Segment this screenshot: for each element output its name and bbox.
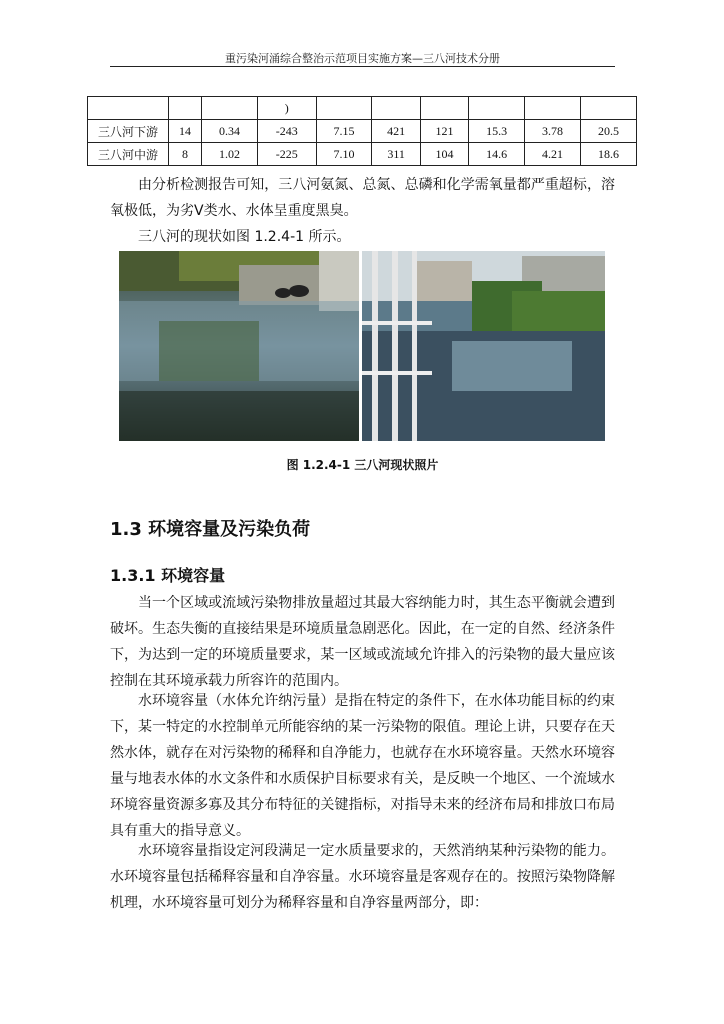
table-cell [316, 97, 372, 120]
water-quality-table [87, 96, 637, 166]
table-cell: 三八河中游 [88, 143, 169, 166]
table-cell: 14.6 [469, 143, 525, 166]
river-photo-left [119, 251, 359, 441]
table-cell: 18.6 [581, 143, 637, 166]
table-cell: 7.15 [316, 120, 372, 143]
table-cell: -243 [258, 120, 317, 143]
table-cell [525, 97, 581, 120]
table-cell: 3.78 [525, 120, 581, 143]
table-cell: 0.34 [202, 120, 258, 143]
status-intro: 三八河的现状如图 1.2.4-1 所示。 [138, 229, 351, 245]
table-cell: 三八河下游 [88, 120, 169, 143]
table-cell [420, 97, 468, 120]
paragraph-3: 水环境容量指设定河段满足一定水质量要求的，天然消纳某种污染物的能力。水环境容量包括稀释容量和自净容量。水环境容量是客观存在的。按照污染物降解机理，水环境容量可划分为稀释容量和自净容量两部分，即： [110, 843, 615, 911]
section-heading: 1.3 环境容量及污染负荷 [110, 519, 311, 540]
table-cell: 7.10 [316, 143, 372, 166]
table-row [88, 143, 637, 166]
table-row [88, 97, 637, 120]
table-cell [88, 97, 169, 120]
table-cell: 311 [372, 143, 420, 166]
table-cell: ) [258, 97, 317, 120]
table-cell: 14 [169, 120, 202, 143]
table-cell [202, 97, 258, 120]
table-cell: 15.3 [469, 120, 525, 143]
table-cell: -225 [258, 143, 317, 166]
river-photo-right [362, 251, 605, 441]
table-cell [169, 97, 202, 120]
table-cell: 20.5 [581, 120, 637, 143]
table-cell [372, 97, 420, 120]
table-cell [581, 97, 637, 120]
analysis-paragraph: 由分析检测报告可知，三八河氨氮、总氮、总磷和化学需氧量都严重超标，溶氧极低，为劣Ⅴ类水、水体呈重度黑臭。 [110, 177, 615, 219]
table-cell [469, 97, 525, 120]
header-rule [110, 66, 615, 67]
figure-caption: 图 1.2.4-1 三八河现状照片 [286, 458, 439, 472]
table-cell: 121 [420, 120, 468, 143]
table-cell: 1.02 [202, 143, 258, 166]
running-header: 重污染河涌综合整治示范项目实施方案—三八河技术分册 [225, 52, 500, 65]
paragraph-2: 水环境容量（水体允许纳污量）是指在特定的条件下，在水体功能目标的约束下，某一特定的水控制单元所能容纳的某一污染物的限值。理论上讲，只要存在天然水体，就存在对污染物的稀释和自净能力，也就存在水环境容量。天然水环境容量与地表水体的水文条件和水质保护目标要求有关，是反映一个地区、一个流域水环境容量资源多寡及其分布特征的关键指标，对指导未来的经济布局和排放口布局具有重大的指导意义。 [110, 693, 615, 839]
table-cell: 8 [169, 143, 202, 166]
paragraph-1: 当一个区域或流域污染物排放量超过其最大容纳能力时，其生态平衡就会遭到破坏。生态失衡的直接结果是环境质量急剧恶化。因此，在一定的自然、经济条件下，为达到一定的环境质量要求，某一区域或流域允许排入的污染物的最大量应该控制在其环境承载力所容许的范围内。 [110, 595, 615, 689]
table-row [88, 120, 637, 143]
table-cell: 4.21 [525, 143, 581, 166]
river-photos [119, 251, 605, 441]
table-cell: 104 [420, 143, 468, 166]
table-cell: 421 [372, 120, 420, 143]
subsection-heading: 1.3.1 环境容量 [110, 566, 226, 585]
